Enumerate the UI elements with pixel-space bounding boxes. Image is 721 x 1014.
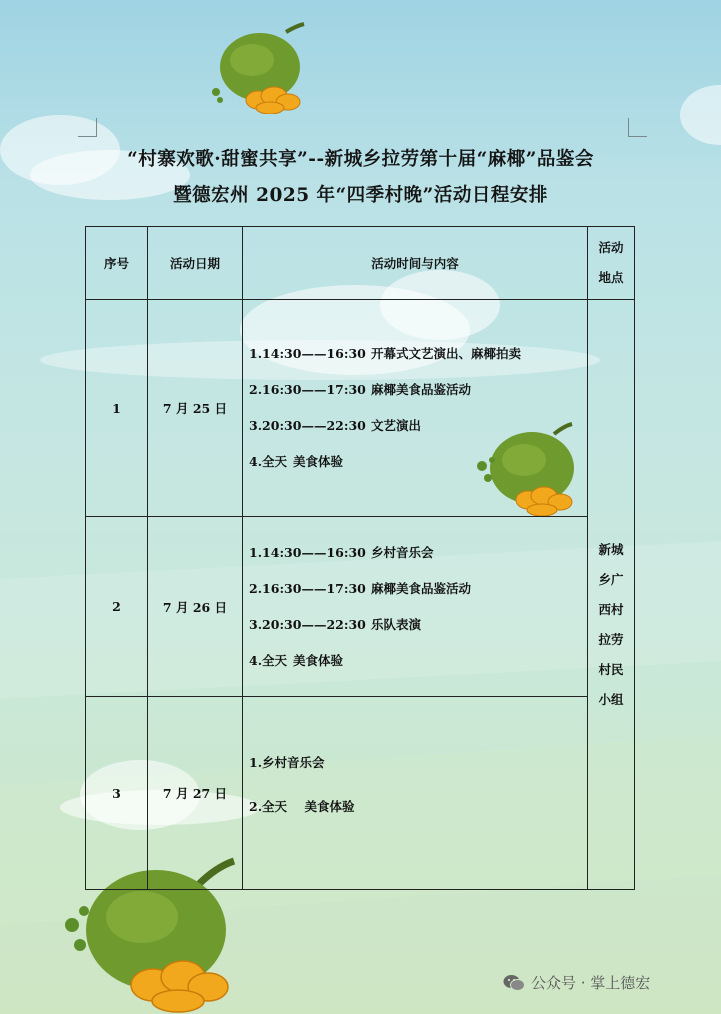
corner-mark	[628, 118, 647, 137]
schedule-table	[85, 226, 635, 890]
jackfruit-illustration	[208, 22, 313, 114]
table-row	[86, 697, 635, 890]
list-item: 1.14:30——16:30 开幕式文艺演出、麻椰拍卖	[249, 346, 522, 361]
list-item: 3.20:30——22:30 乐队表演	[249, 616, 422, 632]
header-location-line: 活动	[598, 240, 624, 255]
table-header-row	[86, 227, 635, 300]
list-item: 1.14:30——16:30 乡村音乐会	[249, 544, 434, 560]
list-item: 2.16:30——17:30 麻椰美食品鉴活动	[249, 382, 472, 397]
page-subtitle: 暨德宏州 2025 年“四季村晚”活动日程安排	[173, 185, 548, 206]
list-item: 3.20:30——22:30 文艺演出	[249, 418, 422, 433]
header-content: 活动时间与内容	[243, 227, 588, 300]
row-number: 1	[86, 300, 148, 517]
corner-mark	[78, 118, 97, 137]
location-line: 新城	[598, 541, 624, 557]
row-date: 7 月 27 日	[148, 697, 243, 890]
cloud-decoration	[680, 85, 721, 145]
watermark-text: 公众号 · 掌上德宏	[531, 974, 651, 992]
header-no: 序号	[86, 227, 148, 300]
row-items	[243, 300, 588, 517]
header-location	[588, 227, 635, 300]
row-items	[243, 517, 588, 697]
header-date: 活动日期	[148, 227, 243, 300]
wechat-icon	[503, 974, 525, 992]
location-line: 拉劳	[598, 631, 624, 647]
location-line: 村民	[598, 661, 624, 677]
list-item: 2.全天 美食体验	[249, 799, 355, 814]
list-item: 4.全天 美食体验	[249, 652, 344, 668]
watermark	[503, 972, 650, 993]
row-number: 3	[86, 697, 148, 890]
location-line: 小组	[598, 691, 624, 707]
table-row	[86, 300, 635, 517]
location-line: 乡广	[598, 571, 624, 587]
list-item: 4.全天 美食体验	[249, 454, 344, 469]
table-row	[86, 517, 635, 697]
list-item: 1.乡村音乐会	[249, 755, 325, 770]
header-location-line: 地点	[598, 270, 624, 285]
row-number: 2	[86, 517, 148, 697]
row-date: 7 月 25 日	[148, 300, 243, 517]
list-item: 2.16:30——17:30 麻椰美食品鉴活动	[249, 580, 472, 596]
location-line: 西村	[598, 601, 624, 617]
location-cell	[588, 300, 635, 890]
page-title: “村寨欢歌·甜蜜共享”--新城乡拉劳第十届“麻椰”品鉴会	[127, 149, 594, 170]
row-date: 7 月 26 日	[148, 517, 243, 697]
row-items	[243, 697, 588, 890]
